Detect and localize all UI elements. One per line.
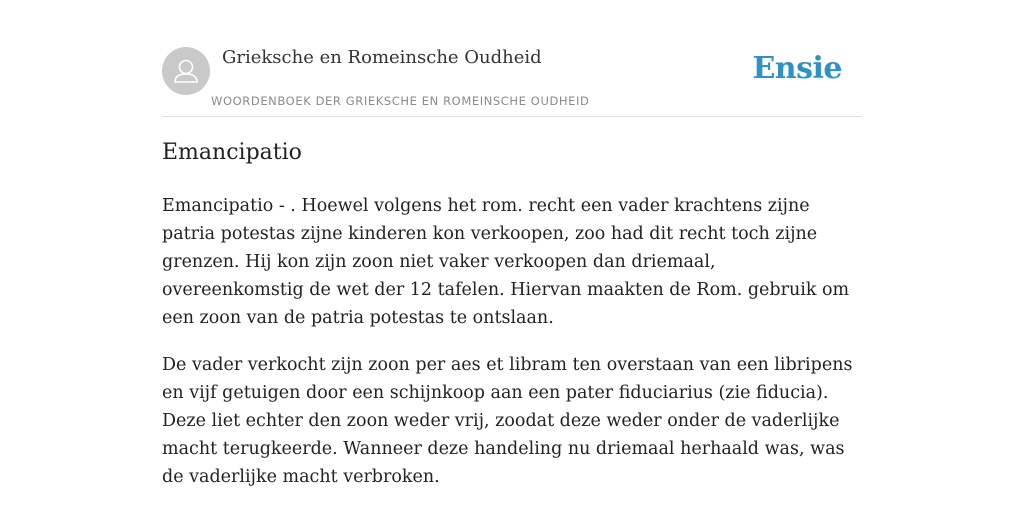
source-subtitle: WOORDENBOEK DER GRIEKSCHE EN ROMEINSCHE OUDHEID bbox=[211, 94, 590, 108]
entry-paragraph: Emancipatio - . Hoewel volgens het rom. recht een vader krachtens zijne patria potestas zijne kinderen kon verkoopen, zoo had dit recht toch zijne grenzen. Hij kon zijn zoon niet vaker verkoopen dan driemaal, overeenkomstig de wet der 12 tafelen. Hiervan maakten de Rom. gebruik om een zoon van de patria potestas te ontslaan. bbox=[162, 196, 850, 328]
entry-body bbox=[162, 192, 862, 510]
source-title[interactable]: Grieksche en Romeinsche Oudheid bbox=[222, 47, 542, 68]
header bbox=[162, 0, 862, 117]
user-silhouette-icon bbox=[162, 47, 210, 95]
entry-title: Emancipatio bbox=[162, 140, 302, 165]
avatar[interactable] bbox=[162, 47, 210, 95]
entry-paragraph: De vader verkocht zijn zoon per aes et libram ten overstaan van een libripens en vijf getuigen door een schijnkoop aan een pater fiduciarius (zie fiducia). Deze liet echter den zoon weder vrij, zoodat deze weder onder de vaderlijke macht terugkeerde. Wanneer deze handeling nu driemaal herhaald was, was de vaderlijke macht verbroken. bbox=[162, 355, 853, 487]
brand-logo[interactable]: Ensie bbox=[752, 51, 842, 86]
page bbox=[162, 0, 862, 487]
